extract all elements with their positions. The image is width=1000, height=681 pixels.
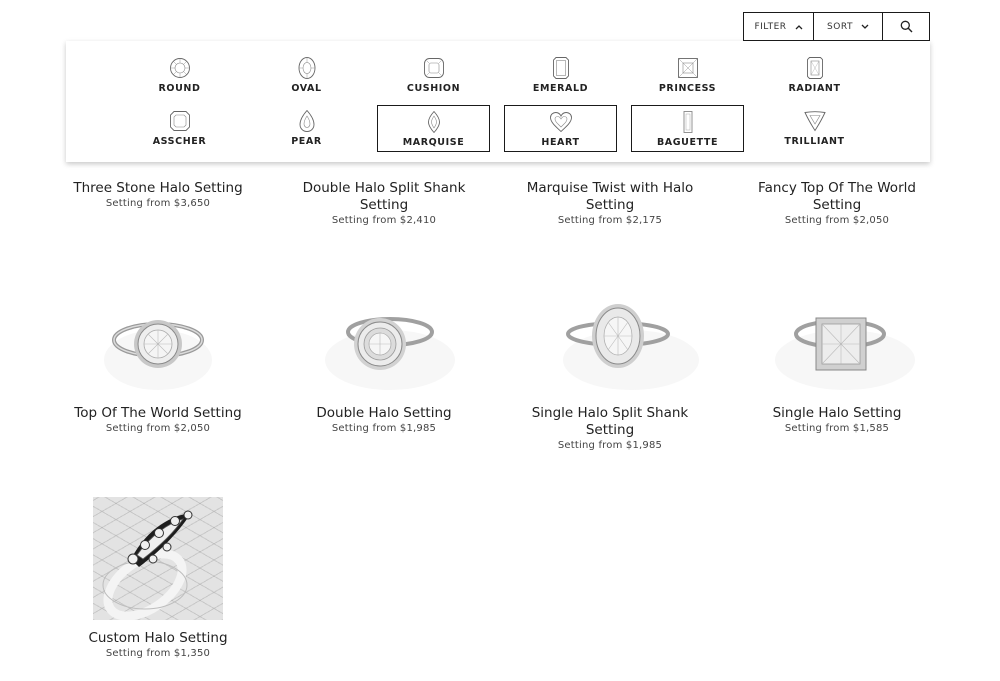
princess-diamond-icon [676,56,700,80]
chevron-down-icon [861,24,869,30]
shape-label: BAGUETTE [656,137,719,148]
product-price: Setting from $2,050 [784,215,890,226]
search-icon [900,20,913,33]
ring-image[interactable] [770,300,920,395]
trilliant-diamond-icon [803,109,827,133]
product-title[interactable]: Marquise Twist with Halo Setting [526,180,694,213]
product-card[interactable] [510,180,710,226]
filter-sort-toolbar [743,12,930,41]
product-price: Setting from $1,585 [784,423,890,434]
product-card[interactable] [284,405,484,434]
product-title[interactable]: Three Stone Halo Setting [73,180,243,196]
ring-image[interactable] [558,300,704,395]
product-price: Setting from $3,650 [105,198,211,209]
ring-image[interactable] [100,300,216,395]
product-price: Setting from $2,050 [105,423,211,434]
pear-diamond-icon [295,109,319,133]
product-title[interactable]: Single Halo Split Shank Setting [531,405,689,438]
product-title[interactable]: Fancy Top Of The World Setting [758,180,916,213]
custom-ring-render-image[interactable] [93,497,223,620]
sort-label: SORT [827,21,853,32]
shape-option-marquise[interactable] [377,105,490,152]
shape-option-oval[interactable] [250,52,363,99]
product-price: Setting from $1,350 [105,648,211,659]
shape-option-princess[interactable] [631,52,744,99]
product-card[interactable] [510,405,710,451]
product-title[interactable]: Single Halo Setting [772,405,902,421]
shape-option-pear[interactable] [250,105,363,152]
product-card[interactable] [737,180,937,226]
product-price: Setting from $1,985 [331,423,437,434]
product-price: Setting from $2,175 [557,215,663,226]
product-title[interactable]: Custom Halo Setting [88,630,228,646]
ring-render-graphic [93,497,223,620]
asscher-diamond-icon [168,109,192,133]
shape-option-trilliant[interactable] [758,105,871,152]
shape-label: HEART [541,137,580,148]
oval-diamond-icon [295,56,319,80]
cushion-diamond-icon [422,56,446,80]
shape-option-baguette[interactable] [631,105,744,152]
baguette-diamond-icon [676,110,700,134]
chevron-up-icon [795,24,803,30]
marquise-diamond-icon [422,110,446,134]
shape-option-emerald[interactable] [504,52,617,99]
shape-option-heart[interactable] [504,105,617,152]
shape-option-radiant[interactable] [758,52,871,99]
product-card[interactable] [58,630,258,659]
shape-label: CUSHION [406,83,461,94]
product-card[interactable] [737,405,937,434]
product-card[interactable] [284,180,484,226]
product-title[interactable]: Top Of The World Setting [74,405,242,421]
shape-label: EMERALD [532,83,589,94]
emerald-diamond-icon [549,56,573,80]
heart-diamond-icon [549,110,573,134]
shape-option-cushion[interactable] [377,52,490,99]
product-card[interactable] [46,180,270,209]
shape-label: OVAL [291,83,322,94]
filter-label: FILTER [754,21,787,32]
filter-button[interactable] [744,13,814,40]
product-price: Setting from $2,410 [331,215,437,226]
shape-label: ROUND [158,83,201,94]
shape-option-round[interactable] [123,52,236,99]
product-price: Setting from $1,985 [557,440,663,451]
shape-filter-panel [66,41,930,162]
product-card[interactable] [58,405,258,434]
round-diamond-icon [168,56,192,80]
shape-label: RADIANT [788,83,841,94]
shape-label: MARQUISE [402,137,465,148]
ring-image[interactable] [320,300,460,395]
shape-label: PEAR [291,136,322,147]
shape-label: TRILLIANT [784,136,845,147]
shape-label: ASSCHER [152,136,207,147]
product-title[interactable]: Double Halo Setting [316,405,452,421]
search-button[interactable] [883,13,929,40]
sort-button[interactable] [814,13,883,40]
shape-label: PRINCESS [658,83,717,94]
shape-option-asscher[interactable] [123,105,236,152]
radiant-diamond-icon [803,56,827,80]
product-title[interactable]: Double Halo Split Shank Setting [302,180,466,213]
